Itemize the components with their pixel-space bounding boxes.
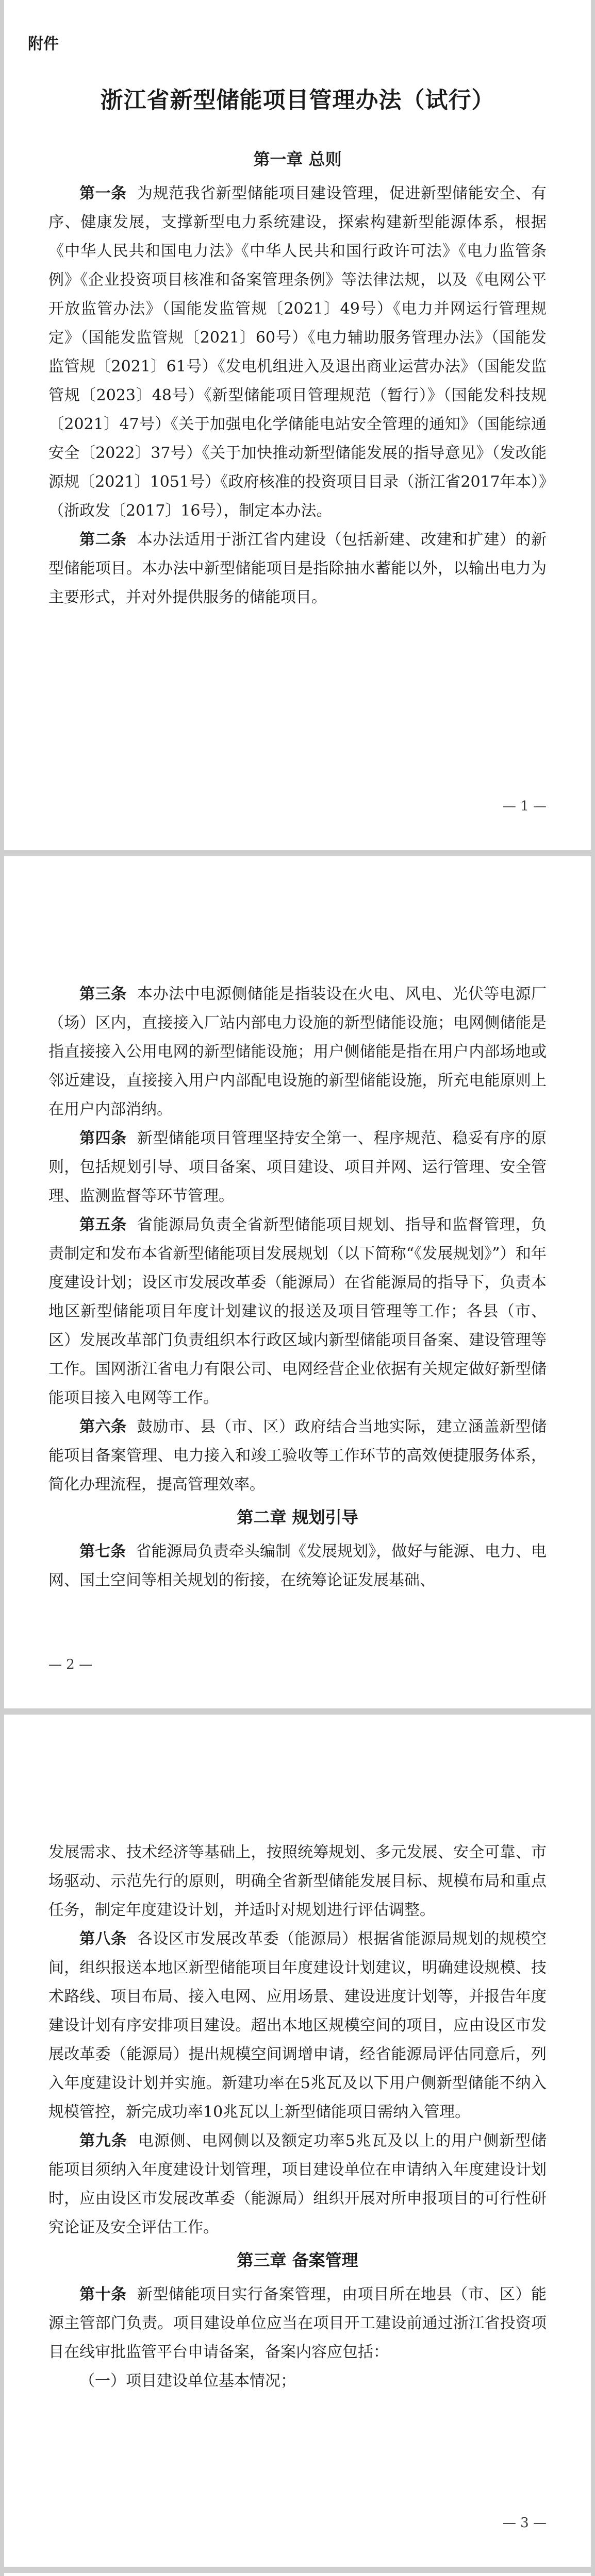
article-text: 省能源局负责全省新型储能项目规划、指导和监督管理，负责制定和发布本省新型储能项目发展规划（以下简称“《发展规划》”）和年度建设计划；设区市发展改革委（能源局）在省能源局的指导下，负责本地区新型储能项目年度计划建议的报送及项目管理等工作；各县（市、区）发展改革部门负责组织本行政区域内新型储能项目备案、建设管理等工作。国网浙江省电力有限公司、电网经营企业依据有关规定做好新型储能项目接入电网等工作。 <box>48 1216 547 1407</box>
article-7 <box>48 1537 547 1595</box>
page-number: — 1 — <box>502 799 547 814</box>
article-4 <box>48 1124 547 1211</box>
article-text: 鼓励市、县（市、区）政府结合当地实际，建立涵盖新型储能项目备案管理、电力接入和竣工验收等工作环节的高效便捷服务体系，简化办理流程，提高管理效率。 <box>48 1418 547 1494</box>
article-label: 第三条 <box>79 985 127 1003</box>
article-label: 第一条 <box>79 184 127 202</box>
article-8 <box>48 1925 547 2127</box>
list-item: （一）项目建设单位基本情况； <box>79 2372 296 2390</box>
document-page-1 <box>4 0 591 850</box>
article-9 <box>48 2127 547 2242</box>
page-number: — 2 — <box>48 1657 93 1672</box>
article-text: 新型储能项目实行备案管理，由项目所在地县（市、区）能源主管部门负责。项目建设单位应当在项目开工建设前通过浙江省投资项目在线审批监管平台申请备案，备案内容应包括： <box>48 2285 547 2361</box>
article-label: 第二条 <box>79 531 127 549</box>
article-text: 本办法中电源侧储能是指装设在火电、风电、光伏等电源厂（场）区内，直接接入厂站内部电力设施的新型储能设施；电网侧储能是指直接接入公用电网的新型储能设施；用户侧储能是指在用户内部场地或邻近建设，直接接入用户内部配电设施的新型储能设施，所充电能原则上在用户内部消纳。 <box>48 985 547 1118</box>
article-text: 本办法适用于浙江省内建设（包括新建、改建和扩建）的新型储能项目。本办法中新型储能项目是指除抽水蓄能以外，以输出电力为主要形式，并对外提供服务的储能项目。 <box>48 531 547 606</box>
article-label: 第五条 <box>79 1216 127 1234</box>
chapter-heading-3: 第三章 备案管理 <box>237 2250 358 2270</box>
article-2 <box>48 526 547 612</box>
article-3 <box>48 980 547 1124</box>
document-page-3 <box>4 1715 591 2567</box>
article-6 <box>48 1413 547 1499</box>
article-text: 各设区市发展改革委（能源局）根据省能源局规划的规模空间，组织报送本地区新型储能项目年度建设计划建议，明确建设规模、技术路线、项目布局、接入电网、应用场景、建设进度计划等，并报告年度建设计划有序安排项目建设。超出本地区规模空间的项目，应由设区市发展改革委（能源局）提出规模空间调增申请，经省能源局评估同意后，列入年度建设计划并实施。新建功率在5兆瓦及以下用户侧新型储能不纳入规模管控，新完成功率10兆瓦以上新型储能项目需纳入管理。 <box>48 1930 547 2121</box>
article-10 <box>48 2280 547 2367</box>
chapter-heading-1: 第一章 总则 <box>253 149 342 169</box>
article-5 <box>48 1211 547 1413</box>
article-label: 第九条 <box>79 2132 127 2150</box>
chapter-heading-2: 第二章 规划引导 <box>237 1507 358 1527</box>
article-label: 第六条 <box>79 1418 127 1436</box>
article-text: 省能源局负责牵头编制《发展规划》，做好与能源、电力、电网、国土空间等相关规划的衔接，在统筹论证发展基础、 <box>48 1543 547 1589</box>
article-text: 新型储能项目管理坚持安全第一、程序规范、稳妥有序的原则，包括规划引导、项目备案、项目建设、项目并网、运行管理、安全管理、监测监督等环节管理。 <box>48 1129 547 1205</box>
article-label: 第七条 <box>79 1543 126 1561</box>
page-number: — 3 — <box>502 2515 547 2531</box>
article-label: 第十条 <box>79 2285 127 2303</box>
article-label: 第八条 <box>79 1930 127 1948</box>
article-text: 电源侧、电网侧以及额定功率5兆瓦及以上的用户侧新型储能项目须纳入年度建设计划管理，项目建设单位在申请纳入年度建设计划时，应由设区市发展改革委（能源局）组织开展对所申报项目的可行性研究论证及安全评估工作。 <box>48 2132 547 2236</box>
article-label: 第四条 <box>79 1129 127 1147</box>
document-title: 浙江省新型储能项目管理办法（试行） <box>100 87 495 113</box>
article-1 <box>48 179 547 526</box>
article-text: 为规范我省新型储能项目建设管理，促进新型储能安全、有序、健康发展，支撑新型电力系统建设，探索构建新型能源体系，根据《中华人民共和国电力法》《中华人民共和国行政许可法》《电力监管条例》《企业投资项目核准和备案管理条例》等法律法规，以及《电网公平开放监管办法》（国能发监管规〔2021〕49号）《电力并网运行管理规定》（国能发监管规〔2021〕60号）《电力辅助服务管理办法》（国能发监管规〔2021〕61号）《发电机组进入及退出商业运营办法》（国能发监管规〔2023〕48号）《新型储能项目管理规范（暂行）》（国能发科技规〔2021〕47号）《关于加强电化学储能电站安全管理的通知》（国能综通安全〔2022〕37号）《关于加快推动新型储能发展的指导意见》（发改能源规〔2021〕1051号）《政府核准的投资项目目录（浙江省2017年本）》（浙政发〔2017〕16号），制定本办法。 <box>48 184 547 520</box>
document-page-4 <box>4 2573 591 2576</box>
document-page-2 <box>4 856 591 1708</box>
attachment-label: 附件 <box>28 35 59 53</box>
article-7-continued: 发展需求、技术经济等基础上，按照统筹规划、多元发展、安全可靠、市场驱动、示范先行的原则，明确全省新型储能发展目标、规模布局和重点任务，制定年度建设计划，并适时对规划进行评估调整。 <box>48 1843 547 1919</box>
